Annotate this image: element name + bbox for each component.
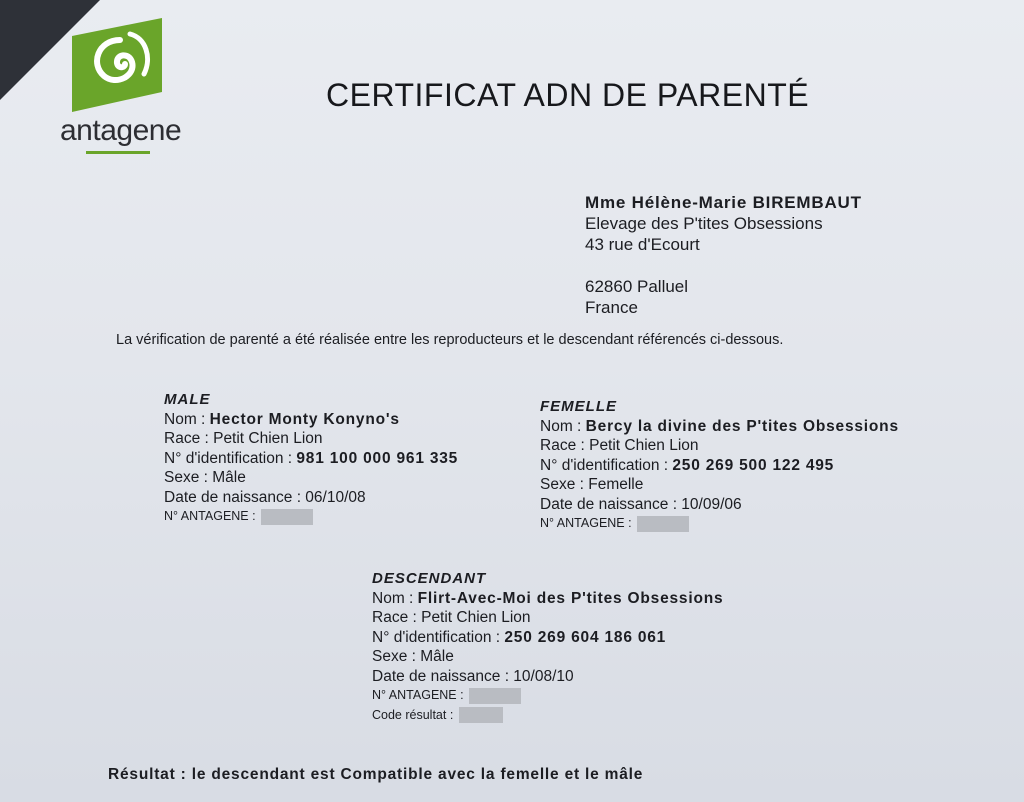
female-heading: FEMELLE (540, 398, 617, 415)
female-name-row (540, 417, 899, 437)
recipient-address (585, 192, 862, 318)
descendant-name-label: Nom : (372, 589, 414, 607)
descendant-dob: Date de naissance : 10/08/10 (372, 667, 574, 685)
descendant-section (372, 569, 723, 725)
descendant-heading: DESCENDANT (372, 570, 487, 587)
antagene-logo (58, 18, 188, 158)
result-text: le descendant est Compatible avec la femelle et le mâle (191, 766, 644, 783)
male-id-label: N° d'identification : (164, 449, 293, 467)
antagene-logo-text: antagene (60, 114, 182, 147)
descendant-antagene-label: N° ANTAGENE : (372, 688, 464, 702)
recipient-country: France (585, 298, 638, 317)
female-id-value: 250 269 500 122 495 (672, 456, 835, 474)
descendant-code-redaction (459, 707, 503, 723)
female-dob: Date de naissance : 10/09/06 (540, 495, 742, 513)
descendant-code-row (372, 706, 723, 726)
descendant-id-label: N° d'identification : (372, 628, 501, 646)
male-antagene-row (164, 507, 458, 527)
female-antagene-row (540, 514, 899, 534)
male-section (164, 390, 458, 527)
male-heading: MALE (164, 391, 211, 408)
result-line (108, 766, 643, 784)
document-title: CERTIFICAT ADN DE PARENTÉ (326, 77, 810, 113)
descendant-race: Race : Petit Chien Lion (372, 609, 531, 626)
descendant-code-label: Code résultat : (372, 707, 454, 722)
recipient-city: 62860 Palluel (585, 277, 689, 296)
descendant-antagene-row (372, 686, 723, 706)
female-id-label: N° d'identification : (540, 456, 669, 474)
descendant-sex: Sexe : Mâle (372, 648, 454, 665)
female-section (540, 397, 899, 534)
result-label: Résultat : (108, 766, 187, 783)
female-name-value: Bercy la divine des P'tites Obsessions (585, 417, 899, 435)
male-race: Race : Petit Chien Lion (164, 430, 323, 447)
recipient-kennel: Elevage des P'tites Obsessions (585, 214, 823, 233)
male-name-label: Nom : (164, 410, 206, 428)
male-id-value: 981 100 000 961 335 (296, 449, 459, 467)
descendant-antagene-redaction (469, 688, 521, 704)
intro-text: La vérification de parenté a été réalisée entre les reproducteurs et le descendant référencés ci-dessous. (116, 332, 784, 348)
recipient-street: 43 rue d'Ecourt (585, 235, 700, 254)
male-name-value: Hector Monty Konyno's (209, 410, 400, 428)
female-name-label: Nom : (540, 417, 582, 435)
male-antagene-label: N° ANTAGENE : (164, 509, 256, 523)
descendant-name-value: Flirt-Avec-Moi des P'tites Obsessions (417, 589, 724, 607)
antagene-logo-icon (72, 18, 162, 112)
female-antagene-redaction (637, 516, 689, 532)
male-antagene-redaction (261, 509, 313, 525)
female-sex: Sexe : Femelle (540, 476, 644, 493)
recipient-name: Mme Hélène-Marie BIREMBAUT (585, 193, 862, 212)
male-name-row (164, 410, 458, 430)
descendant-name-row (372, 589, 723, 609)
descendant-id-row (372, 628, 723, 648)
logo-underline (86, 151, 150, 154)
male-dob: Date de naissance : 06/10/08 (164, 488, 366, 506)
female-race: Race : Petit Chien Lion (540, 437, 699, 454)
male-sex: Sexe : Mâle (164, 469, 246, 486)
descendant-id-value: 250 269 604 186 061 (504, 628, 667, 646)
male-id-row (164, 449, 458, 469)
female-id-row (540, 456, 899, 476)
female-antagene-label: N° ANTAGENE : (540, 516, 632, 530)
